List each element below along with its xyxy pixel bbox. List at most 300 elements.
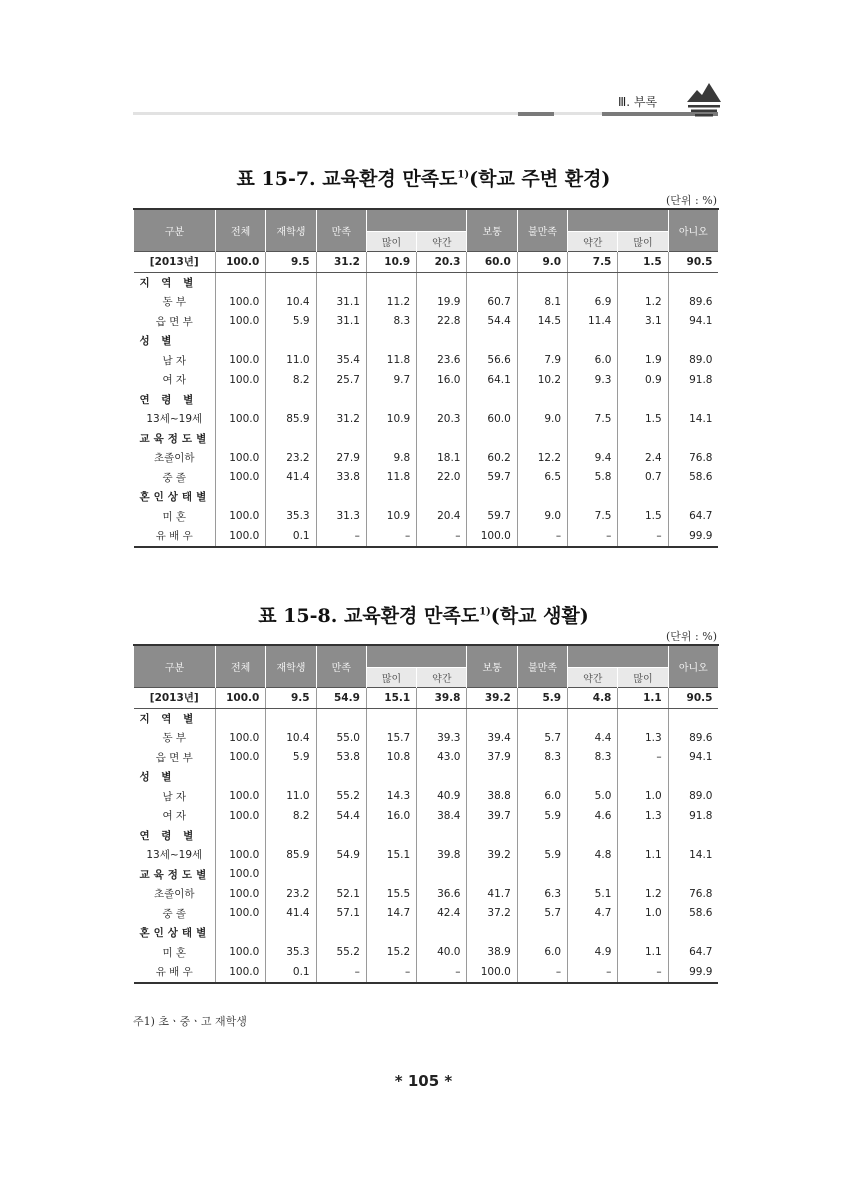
table-cell <box>568 390 618 410</box>
table-cell <box>467 487 517 507</box>
table-cell: 1.3 <box>618 728 668 748</box>
table-cell <box>417 923 467 943</box>
row-label: 13세~19세 <box>146 849 203 862</box>
table-cell: – <box>417 526 467 547</box>
table-cell: 1.0 <box>618 904 668 924</box>
table-cell: 38.9 <box>467 943 517 963</box>
table-cell: 31.2 <box>316 409 366 429</box>
table-cell: 7.5 <box>568 507 618 527</box>
table-cell <box>316 767 366 787</box>
header-many: 많이 <box>366 668 416 688</box>
table-row <box>134 767 719 787</box>
table-cell: 89.0 <box>668 351 718 371</box>
table-row <box>134 312 719 332</box>
table-cell: 100.0 <box>467 526 517 547</box>
table-cell: 76.8 <box>668 448 718 468</box>
table-cell <box>467 826 517 846</box>
table-cell <box>216 429 266 449</box>
table-cell: 55.2 <box>316 787 366 807</box>
table-cell <box>366 708 416 728</box>
table-cell: 4.8 <box>568 845 618 865</box>
table1-title: 표 15-7. 교육환경 만족도$^{1)}$(학교 주변 환경) <box>236 168 611 190</box>
table-cell: 9.7 <box>366 370 416 390</box>
row-label: 여 자 <box>162 810 187 823</box>
table-cell <box>366 923 416 943</box>
table-cell: 1.3 <box>618 806 668 826</box>
table-cell <box>568 487 618 507</box>
page-number: * 105 * <box>394 1072 453 1090</box>
table-cell <box>266 429 316 449</box>
row-label: 성 별 <box>139 771 176 784</box>
table-cell: 39.8 <box>417 845 467 865</box>
table-cell <box>618 767 668 787</box>
table-cell <box>568 923 618 943</box>
table-row <box>134 507 719 527</box>
table-cell <box>517 865 567 885</box>
table-cell <box>366 331 416 351</box>
table-cell: 100.0 <box>216 865 266 885</box>
table-cell: 57.1 <box>316 904 366 924</box>
table-row <box>134 688 719 709</box>
table-cell: – <box>618 962 668 983</box>
table-cell <box>316 487 366 507</box>
table-cell: 0.1 <box>266 962 316 983</box>
row-label: 유 배 우 <box>155 530 193 543</box>
table-cell <box>568 331 618 351</box>
header-total: 전체 <box>216 645 266 688</box>
table-cell: 10.9 <box>366 507 416 527</box>
table-cell: 43.0 <box>417 748 467 768</box>
table-cell <box>668 923 718 943</box>
table-cell <box>618 331 668 351</box>
table-cell: 39.3 <box>417 728 467 748</box>
table-cell <box>467 708 517 728</box>
table-cell <box>366 826 416 846</box>
table-cell <box>417 487 467 507</box>
table-cell <box>467 390 517 410</box>
row-label: 교육정도별 <box>139 432 211 445</box>
table-cell: 1.2 <box>618 884 668 904</box>
table-cell: 22.0 <box>417 468 467 488</box>
table-cell <box>618 487 668 507</box>
table-cell: 5.9 <box>517 806 567 826</box>
header-many: 많이 <box>366 232 416 252</box>
chapter-label: Ⅲ. 부록 <box>618 95 658 109</box>
table-cell <box>618 865 668 885</box>
table-cell: 53.8 <box>316 748 366 768</box>
table-cell: 9.8 <box>366 448 416 468</box>
table-cell <box>568 826 618 846</box>
table-cell: 91.8 <box>668 370 718 390</box>
table-cell <box>316 429 366 449</box>
table-cell: 10.2 <box>517 370 567 390</box>
table-row <box>134 884 719 904</box>
table-cell <box>517 487 567 507</box>
table-cell: 64.1 <box>467 370 517 390</box>
row-label: 초졸이하 <box>153 888 195 901</box>
row-label: 지 역 별 <box>139 276 198 289</box>
row-label: 중 졸 <box>162 471 187 484</box>
table-cell: 10.8 <box>366 748 416 768</box>
table-cell <box>517 708 567 728</box>
table-cell: 64.7 <box>668 507 718 527</box>
table-cell <box>668 272 718 292</box>
table-cell: 85.9 <box>266 845 316 865</box>
table-cell: 100.0 <box>216 448 266 468</box>
table-cell: 54.9 <box>316 688 366 709</box>
table-cell: 94.1 <box>668 748 718 768</box>
table-cell <box>568 429 618 449</box>
table-cell: 31.2 <box>316 252 366 273</box>
table-row <box>134 845 719 865</box>
table-cell: 10.9 <box>366 409 416 429</box>
table-cell: 9.5 <box>266 688 316 709</box>
row-label: 남 자 <box>162 790 187 803</box>
table-row <box>134 526 719 547</box>
table-cell: 89.6 <box>668 728 718 748</box>
table-cell <box>266 390 316 410</box>
table-cell: 11.4 <box>568 312 618 332</box>
table-cell <box>266 865 316 885</box>
table-cell <box>618 429 668 449</box>
table-cell: 42.4 <box>417 904 467 924</box>
table-cell <box>668 865 718 885</box>
row-label: [2013년] <box>134 688 216 709</box>
table-cell <box>266 708 316 728</box>
table-row <box>134 331 719 351</box>
table-row <box>134 943 719 963</box>
table-cell: 40.9 <box>417 787 467 807</box>
table-cell: 0.9 <box>618 370 668 390</box>
table-cell: 31.3 <box>316 507 366 527</box>
table-cell: 89.6 <box>668 292 718 312</box>
table-cell: 15.1 <box>366 845 416 865</box>
table-cell <box>467 923 517 943</box>
table-cell: 76.8 <box>668 884 718 904</box>
table-cell: 1.5 <box>618 409 668 429</box>
table-cell: 31.1 <box>316 292 366 312</box>
table-cell: 27.9 <box>316 448 366 468</box>
table-cell: 60.2 <box>467 448 517 468</box>
table-cell: 100.0 <box>216 884 266 904</box>
table-cell: 40.0 <box>417 943 467 963</box>
table-cell: – <box>568 526 618 547</box>
table-cell: 4.9 <box>568 943 618 963</box>
table-cell <box>417 865 467 885</box>
table-cell <box>316 708 366 728</box>
row-label: 읍 면 부 <box>155 315 193 328</box>
table-cell: 1.1 <box>618 845 668 865</box>
table-cell <box>517 767 567 787</box>
table-cell <box>668 708 718 728</box>
table-cell: 100.0 <box>216 904 266 924</box>
table-cell: 11.8 <box>366 468 416 488</box>
table1-unit: (단위 : %) <box>666 194 717 207</box>
table-cell: 54.4 <box>316 806 366 826</box>
table-cell: 35.3 <box>266 943 316 963</box>
table-cell <box>316 272 366 292</box>
table-cell <box>568 865 618 885</box>
table-cell: 100.0 <box>216 312 266 332</box>
table-cell <box>668 767 718 787</box>
table-cell: – <box>618 526 668 547</box>
table-cell: 5.9 <box>266 312 316 332</box>
table-cell: 6.0 <box>517 787 567 807</box>
table-cell: 10.9 <box>366 252 416 273</box>
table-cell: 1.9 <box>618 351 668 371</box>
table-cell <box>417 708 467 728</box>
table-cell: 100.0 <box>216 468 266 488</box>
table-cell: 25.7 <box>316 370 366 390</box>
table-row <box>134 806 719 826</box>
table-cell: 0.1 <box>266 526 316 547</box>
table-cell <box>568 767 618 787</box>
header-no: 아니오 <box>668 209 718 252</box>
table-cell: 100.0 <box>216 806 266 826</box>
table-row <box>134 409 719 429</box>
table-cell: 100.0 <box>216 292 266 312</box>
table-row <box>134 448 719 468</box>
table-cell: – <box>517 962 567 983</box>
header-satisfied-span <box>366 209 467 232</box>
table-row <box>134 351 719 371</box>
table-cell: 19.9 <box>417 292 467 312</box>
table-cell: 15.1 <box>366 688 416 709</box>
header-satisfied-span <box>366 645 467 668</box>
row-label: 읍 면 부 <box>155 751 193 764</box>
table-row <box>134 468 719 488</box>
table-cell: 5.0 <box>568 787 618 807</box>
table-cell <box>316 390 366 410</box>
table-cell: 1.5 <box>618 507 668 527</box>
table-cell: – <box>366 526 416 547</box>
table-cell <box>618 272 668 292</box>
table-cell: – <box>417 962 467 983</box>
table-cell: 89.0 <box>668 787 718 807</box>
table-cell <box>668 429 718 449</box>
table-cell: 41.7 <box>467 884 517 904</box>
table-cell: 15.2 <box>366 943 416 963</box>
table-cell <box>366 767 416 787</box>
row-label: 혼인상태별 <box>139 491 211 504</box>
table-cell <box>316 826 366 846</box>
row-label: 13세~19세 <box>146 413 203 426</box>
table-cell: 60.0 <box>467 252 517 273</box>
table-cell <box>467 767 517 787</box>
table-cell <box>517 331 567 351</box>
table-cell: 38.8 <box>467 787 517 807</box>
table-cell <box>366 429 416 449</box>
table-cell <box>266 923 316 943</box>
table-cell <box>366 865 416 885</box>
table-cell: 39.7 <box>467 806 517 826</box>
table-cell: 15.7 <box>366 728 416 748</box>
row-label: 여 자 <box>162 374 187 387</box>
table-cell <box>417 767 467 787</box>
table-cell <box>467 429 517 449</box>
table-cell: 23.2 <box>266 884 316 904</box>
table-cell: 10.4 <box>266 292 316 312</box>
table2-unit: (단위 : %) <box>666 630 717 643</box>
table-cell <box>517 390 567 410</box>
table-cell: 9.0 <box>517 507 567 527</box>
table-cell: 6.0 <box>517 943 567 963</box>
table-cell <box>266 826 316 846</box>
header-many2: 많이 <box>618 232 668 252</box>
table-cell: 91.8 <box>668 806 718 826</box>
table-cell: 100.0 <box>216 351 266 371</box>
table-cell: 9.0 <box>517 409 567 429</box>
table-cell: 60.0 <box>467 409 517 429</box>
row-label: 연 령 별 <box>139 393 198 406</box>
row-label: 미 혼 <box>162 946 187 959</box>
table-cell: 100.0 <box>216 252 266 273</box>
table-cell: 14.3 <box>366 787 416 807</box>
table-row <box>134 252 719 273</box>
table-cell: 8.2 <box>266 806 316 826</box>
table-cell: 5.1 <box>568 884 618 904</box>
header-normal: 보통 <box>467 209 517 252</box>
table-cell: 100.0 <box>216 845 266 865</box>
table-cell <box>216 708 266 728</box>
row-label: 성 별 <box>139 335 176 348</box>
row-label: 미 혼 <box>162 510 187 523</box>
row-label: 중 졸 <box>162 907 187 920</box>
table-cell <box>517 429 567 449</box>
table-cell <box>316 865 366 885</box>
row-label: 남 자 <box>162 354 187 367</box>
table-cell: 52.1 <box>316 884 366 904</box>
table-cell: 41.4 <box>266 904 316 924</box>
table2-title: 표 15-8. 교육환경 만족도$^{1)}$(학교 생활) <box>258 605 589 627</box>
table-cell: 14.1 <box>668 845 718 865</box>
table-cell: 22.8 <box>417 312 467 332</box>
table-row <box>134 370 719 390</box>
table-cell <box>316 331 366 351</box>
table-cell: 6.3 <box>517 884 567 904</box>
table-cell: 36.6 <box>417 884 467 904</box>
table-cell: 100.0 <box>216 787 266 807</box>
table-cell: 8.3 <box>366 312 416 332</box>
table-row <box>134 826 719 846</box>
header-group: 구분 <box>134 209 216 252</box>
header-unsatisfied-span <box>568 645 669 668</box>
table-cell: 15.5 <box>366 884 416 904</box>
table-cell: 5.7 <box>517 728 567 748</box>
table-cell: 56.6 <box>467 351 517 371</box>
table-row <box>134 708 719 728</box>
table-cell: 35.3 <box>266 507 316 527</box>
table-cell: 55.2 <box>316 943 366 963</box>
row-label: 교육정도별 <box>139 868 211 881</box>
table-cell <box>668 331 718 351</box>
table-cell: – <box>568 962 618 983</box>
table-cell: 6.0 <box>568 351 618 371</box>
table-cell <box>417 390 467 410</box>
header-many2: 많이 <box>618 668 668 688</box>
table-cell: 14.1 <box>668 409 718 429</box>
table-cell: 1.1 <box>618 688 668 709</box>
table-cell: 33.8 <box>316 468 366 488</box>
table-cell: – <box>316 526 366 547</box>
table-cell: 4.4 <box>568 728 618 748</box>
table-cell: 16.0 <box>366 806 416 826</box>
table-cell: 12.2 <box>517 448 567 468</box>
table-row <box>134 429 719 449</box>
header-normal: 보통 <box>467 645 517 688</box>
header-some: 약간 <box>417 232 467 252</box>
table-cell: 54.4 <box>467 312 517 332</box>
row-label: 동 부 <box>162 296 187 309</box>
table-cell: 8.1 <box>517 292 567 312</box>
table-cell: 14.7 <box>366 904 416 924</box>
table-cell: 20.4 <box>417 507 467 527</box>
table-cell <box>618 826 668 846</box>
table-cell: 1.0 <box>618 787 668 807</box>
header-satisfied: 만족 <box>316 209 366 252</box>
table-cell: 2.4 <box>618 448 668 468</box>
table-cell: 100.0 <box>216 728 266 748</box>
table-cell <box>618 390 668 410</box>
table-cell <box>266 767 316 787</box>
table-cell <box>266 487 316 507</box>
table-cell: 94.1 <box>668 312 718 332</box>
table-cell: 20.3 <box>417 252 467 273</box>
table-row <box>134 272 719 292</box>
header-student: 재학생 <box>266 645 316 688</box>
table-cell: 100.0 <box>216 507 266 527</box>
table-cell: 41.4 <box>266 468 316 488</box>
table-cell: 58.6 <box>668 468 718 488</box>
table-cell <box>216 272 266 292</box>
header-rule-accent <box>518 112 554 116</box>
table-cell: 31.1 <box>316 312 366 332</box>
table-cell: 5.9 <box>517 688 567 709</box>
row-label: 유 배 우 <box>155 966 193 979</box>
table-cell: 59.7 <box>467 468 517 488</box>
table-cell: 100.0 <box>216 370 266 390</box>
table-cell <box>216 923 266 943</box>
table-cell: 100.0 <box>216 943 266 963</box>
row-label: 초졸이하 <box>153 452 195 465</box>
header-group: 구분 <box>134 645 216 688</box>
table-cell <box>467 272 517 292</box>
header-unsatisfied: 불만족 <box>517 645 567 688</box>
table-cell <box>216 331 266 351</box>
table-cell: 37.9 <box>467 748 517 768</box>
table-cell: 8.3 <box>568 748 618 768</box>
table-cell: 58.6 <box>668 904 718 924</box>
table-cell: 60.7 <box>467 292 517 312</box>
header-some: 약간 <box>417 668 467 688</box>
table-cell: 18.1 <box>417 448 467 468</box>
table-cell <box>668 390 718 410</box>
header-unsatisfied: 불만족 <box>517 209 567 252</box>
table-cell <box>517 923 567 943</box>
table-cell <box>568 272 618 292</box>
table-cell: 11.0 <box>266 351 316 371</box>
table-cell: 9.3 <box>568 370 618 390</box>
header-student: 재학생 <box>266 209 316 252</box>
table-cell <box>266 272 316 292</box>
table-cell <box>618 708 668 728</box>
table-cell: 10.4 <box>266 728 316 748</box>
table-cell <box>417 272 467 292</box>
table-cell: 85.9 <box>266 409 316 429</box>
table-cell: 59.7 <box>467 507 517 527</box>
row-label: 지 역 별 <box>139 712 198 725</box>
table1 <box>133 208 719 548</box>
